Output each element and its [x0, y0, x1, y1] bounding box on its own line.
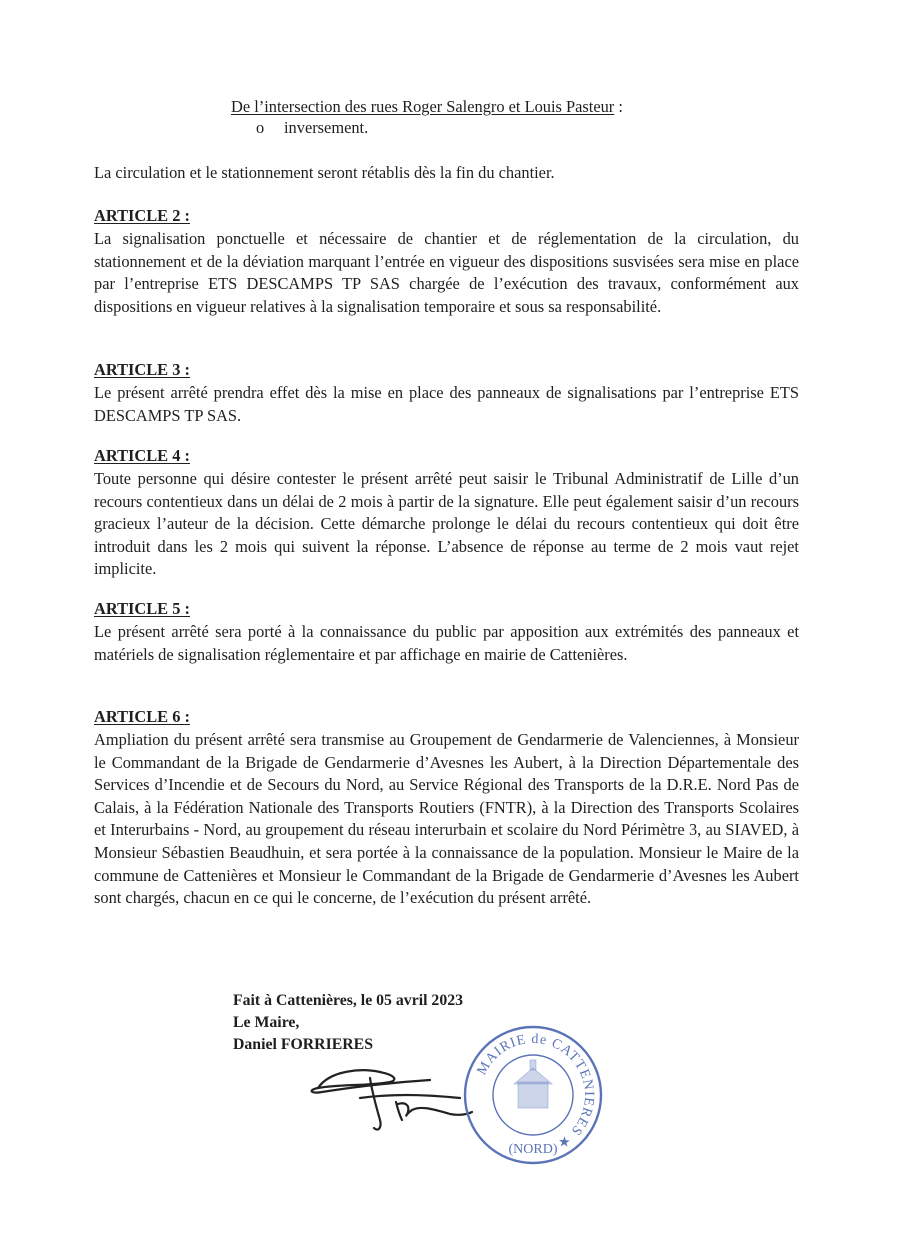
article-4-heading: ARTICLE 4 : [94, 446, 190, 465]
intersection-colon: : [614, 97, 623, 116]
svg-text:(NORD): (NORD) [508, 1142, 558, 1157]
article-4-text: Toute personne qui désire contester le présent arrêté peut saisir le Tribunal Administratif de Lille d’un recours contentieux dans un délai de 2 mois à partir de la signature. Elle peut également saisir d’un recours gracieux l’auteur de la décision. Cette démarche prolonge le délai du recours contentieux qui doit être introduit dans les 2 mois qui suivent la réponse. L’absence de réponse au terme de 2 mois vaut rejet implicite. [94, 469, 799, 579]
bullet-marker: o [256, 118, 265, 137]
article-2-text: La signalisation ponctuelle et nécessaire de chantier et de réglementation de la circulation, du stationnement et de la déviation marquant l’entrée en vigueur des dispositions susvisées sera mise en place par l’entreprise ETS DESCAMPS TP SAS chargée de l’exécution des travaux, conformément aux dispositions en vigueur relatives à la signalisation temporaire et sous sa responsabilité. [94, 229, 799, 316]
circulation-paragraph: La circulation et le stationnement seront rétablis dès la fin du chantier. [94, 163, 555, 182]
article-6-heading: ARTICLE 6 : [94, 707, 190, 726]
article-6-text: Ampliation du présent arrêté sera transmise au Groupement de Gendarmerie de Valenciennes, à Monsieur le Commandant de la Brigade de Gendarmerie d’Avesnes les Aubert, à la Direction Départementale des Services d’Incendie et de Secours du Nord, au Service Régional des Transports de la D.R.E. Nord Pas de Calais, à la Fédération Nationale des Transports Routiers (FNTR), à la Direction des Transports Scolaires et Interurbains - Nord, au groupement du réseau interurbain et scolaire du Nord Périmètre 3, au SIAVED, à Monsieur Sébastien Beaudhuin, et sera portée à la connaissance de la population. Monsieur le Maire de la commune de Cattenières et Monsieur le Commandant de la Brigade de Gendarmerie d’Avesnes les Aubert sont chargés, chacun en ce qui le concerne, de l’exécution du présent arrêté. [94, 730, 799, 908]
svg-text:MAIRIE de CATTENIERES ★: MAIRIE de CATTENIERES ★ [474, 1031, 597, 1152]
signatory-role: Le Maire, [233, 1014, 300, 1031]
signatory-name: Daniel FORRIERES [233, 1036, 373, 1053]
article-5-heading: ARTICLE 5 : [94, 599, 190, 618]
article-3-text: Le présent arrêté prendra effet dès la mise en place des panneaux de signalisations par l’entreprise ETS DESCAMPS TP SAS. [94, 383, 799, 425]
article-5-text: Le présent arrêté sera porté à la connaissance du public par apposition aux extrémités des panneaux et matériels de signalisation réglementaire et par affichage en mairie de Cattenières. [94, 622, 799, 664]
article-2-heading: ARTICLE 2 : [94, 206, 190, 225]
intersection-line [231, 96, 751, 119]
article-3-heading: ARTICLE 3 : [94, 360, 190, 379]
intersection-label: De l’intersection des rues Roger Salengro et Louis Pasteur [231, 97, 615, 116]
mairie-stamp [458, 1020, 608, 1170]
place-date: Fait à Cattenières, le 05 avril 2023 [233, 992, 464, 1009]
bullet-text: inversement. [284, 118, 369, 137]
